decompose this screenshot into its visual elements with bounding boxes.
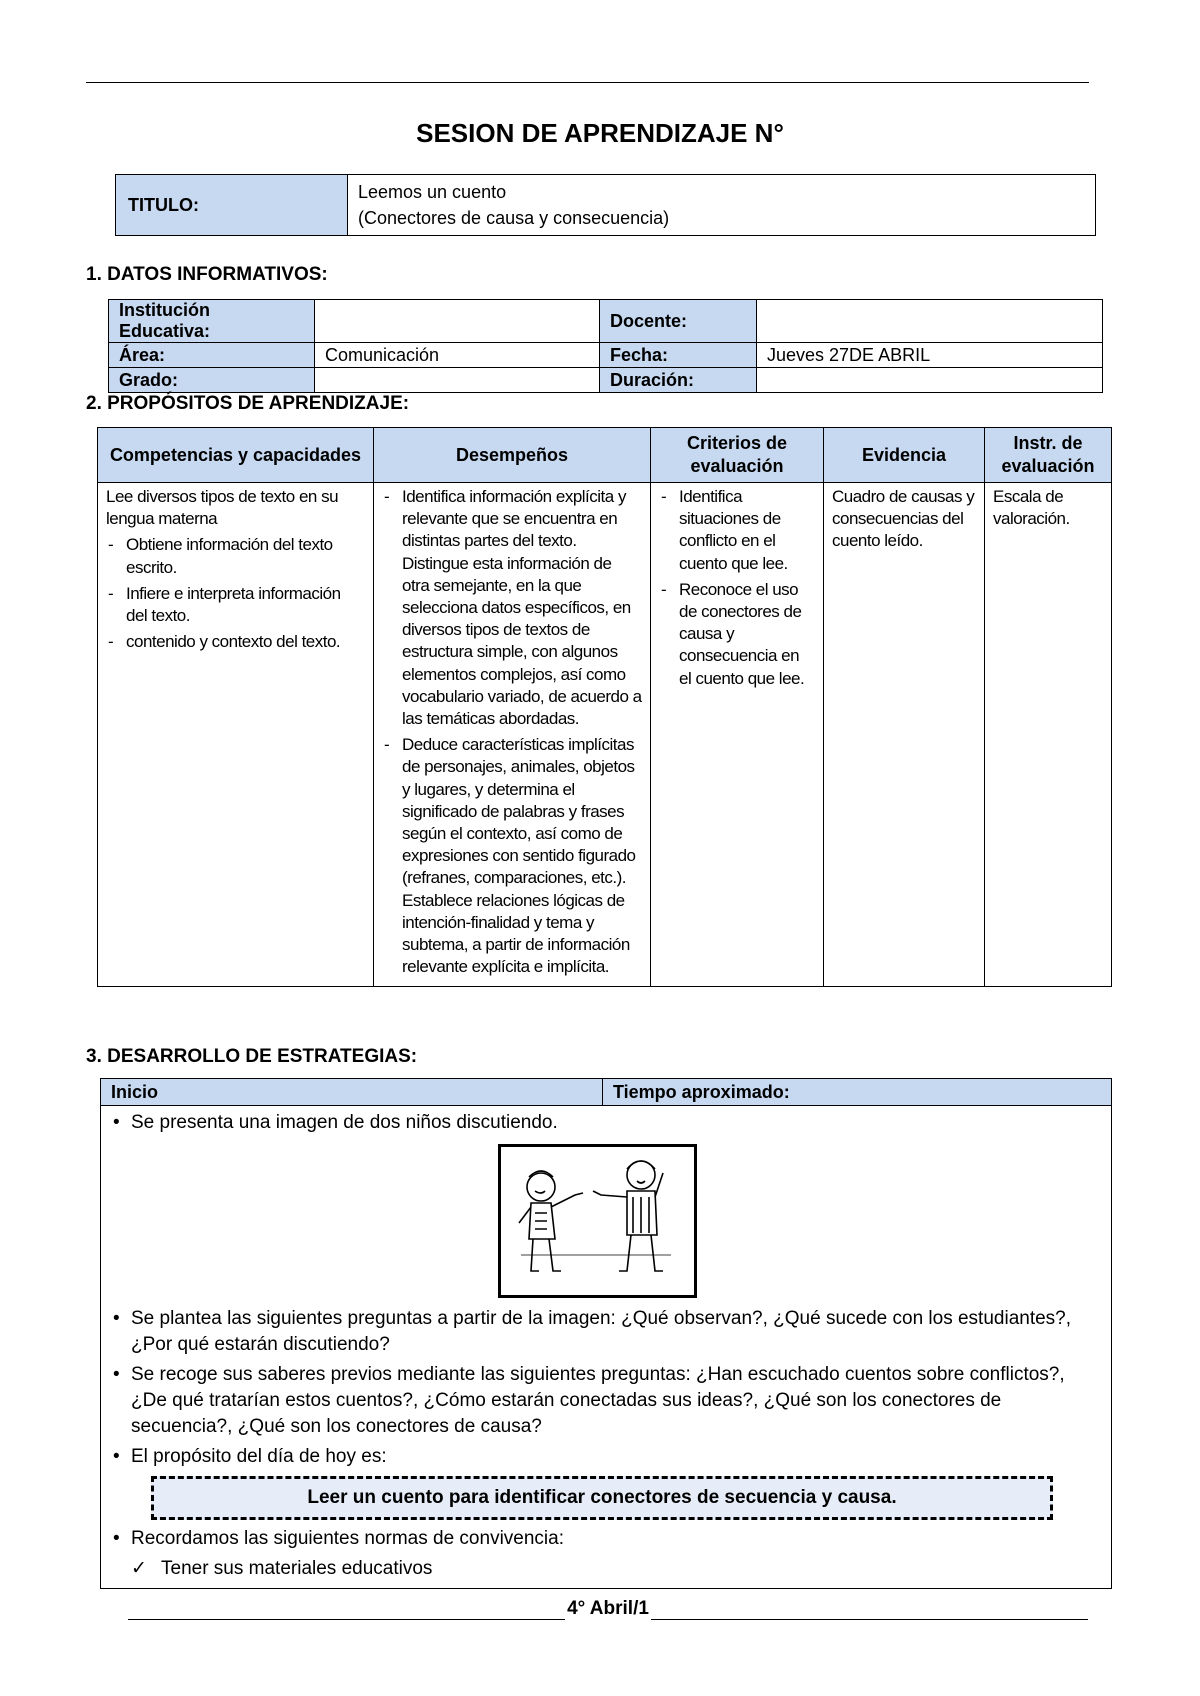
institucion-label: Institución Educativa: xyxy=(109,300,315,343)
criterios-cell xyxy=(651,483,824,987)
purpose-box: Leer un cuento para identificar conectores de secuencia y causa. xyxy=(151,1476,1053,1520)
list-item: • Recordamos las siguientes normas de convivencia: xyxy=(113,1528,564,1549)
grado-value xyxy=(315,368,600,393)
header-competencias: Competencias y capacidades xyxy=(98,428,374,483)
capacidad-item: - Infiere e interpreta información del texto. xyxy=(106,583,365,627)
fecha-value: Jueves 27DE ABRIL xyxy=(757,343,1103,368)
inicio-label: Inicio xyxy=(101,1079,603,1106)
list-item: • El propósito del día de hoy es: xyxy=(113,1446,387,1467)
list-item: • Se recoge sus saberes previos mediante las siguientes preguntas: ¿Han escuchado cuentos sobre conflictos?, ¿De qué tratarían estos cuentos?, ¿Cómo estarán conectadas sus ideas?, ¿Qué son los conectores de secuencia?, ¿Qué son los conectores de causa? xyxy=(113,1364,1065,1437)
capacidad-continuation: contenido y contexto del texto. xyxy=(126,632,341,652)
norma-item: ✓ Tener sus materiales educativos xyxy=(111,1556,1101,1582)
competencia-text: Lee diversos tipos de texto en su lengua materna xyxy=(106,487,339,529)
titulo-label: TITULO: xyxy=(116,175,348,236)
grado-label: Grado: xyxy=(109,368,315,393)
desarrollo-table xyxy=(100,1078,1112,1589)
area-value: Comunicación xyxy=(315,343,600,368)
header-desempenos: Desempeños xyxy=(374,428,651,483)
children-arguing-illustration xyxy=(501,1147,694,1295)
propositos-table xyxy=(97,427,1112,987)
desempenos-cell xyxy=(374,483,651,987)
header-rule xyxy=(86,82,1089,83)
inicio-content xyxy=(101,1106,1112,1589)
list-item: • Se plantea las siguientes preguntas a partir de la imagen: ¿Qué observan?, ¿Qué sucede con los estudiantes?, ¿Por qué estarán discutiendo? xyxy=(113,1308,1072,1355)
section-propositos-heading: 2. PROPÓSITOS DE APRENDIZAJE: xyxy=(86,393,410,414)
desempeno-item: - Identifica información explícita y relevante que se encuentra en distintas partes del texto. Distingue esta información de otra semejante, en la que selecciona datos específicos, en diversos tipos de textos de estructura simple, con algunos elementos complejos, así como vocabulario variado, de acuerdo a las temáticas abordadas. xyxy=(382,486,642,730)
section-desarrollo-heading: 3. DESARROLLO DE ESTRATEGIAS: xyxy=(86,1046,418,1067)
competencias-cell xyxy=(98,483,374,987)
capacidad-item: - Obtiene información del texto escrito. xyxy=(106,534,365,578)
page-footer xyxy=(128,1598,1088,1620)
titulo-table xyxy=(115,174,1096,236)
tiempo-label: Tiempo aproximado: xyxy=(603,1079,1112,1106)
instrumento-cell: Escala de valoración. xyxy=(985,483,1112,987)
titulo-line-2: (Conectores de causa y consecuencia) xyxy=(358,208,670,228)
area-label: Área: xyxy=(109,343,315,368)
footer-text: 4° Abril/1 xyxy=(567,1598,649,1619)
list-item: • Se presenta una imagen de dos niños discutiendo. xyxy=(113,1112,558,1133)
children-arguing-image xyxy=(498,1144,697,1298)
header-instrumento: Instr. de evaluación xyxy=(985,428,1112,483)
section-datos-heading: 1. DATOS INFORMATIVOS: xyxy=(86,264,328,285)
duracion-value xyxy=(757,368,1103,393)
datos-informativos-table xyxy=(108,299,1103,393)
desempeno-item: - Deduce características implícitas de personajes, animales, objetos y lugares, y determina el significado de palabras y frases según el contexto, así como de expresiones con sentido figurado (refranes, comparaciones, etc.). Establece relaciones lógicas de intención-finalidad y tema y subtema, a partir de información relevante explícita e implícita. xyxy=(382,734,642,978)
criterio-item: - Identifica situaciones de conflicto en el cuento que lee. xyxy=(659,486,815,575)
page-title: SESION DE APRENDIZAJE N° xyxy=(416,118,784,148)
evidencia-cell: Cuadro de causas y consecuencias del cuento leído. xyxy=(824,483,985,987)
criterio-item: - Reconoce el uso de conectores de causa y consecuencia en el cuento que lee. xyxy=(659,579,815,690)
header-criterios: Criterios de evaluación xyxy=(651,428,824,483)
docente-label: Docente: xyxy=(600,300,757,343)
duracion-label: Duración: xyxy=(600,368,757,393)
fecha-label: Fecha: xyxy=(600,343,757,368)
titulo-line-1: Leemos un cuento xyxy=(358,182,507,202)
checkmark-icon: ✓ xyxy=(131,1558,147,1579)
titulo-value xyxy=(348,175,1096,236)
institucion-value xyxy=(315,300,600,343)
docente-value xyxy=(757,300,1103,343)
header-evidencia: Evidencia xyxy=(824,428,985,483)
